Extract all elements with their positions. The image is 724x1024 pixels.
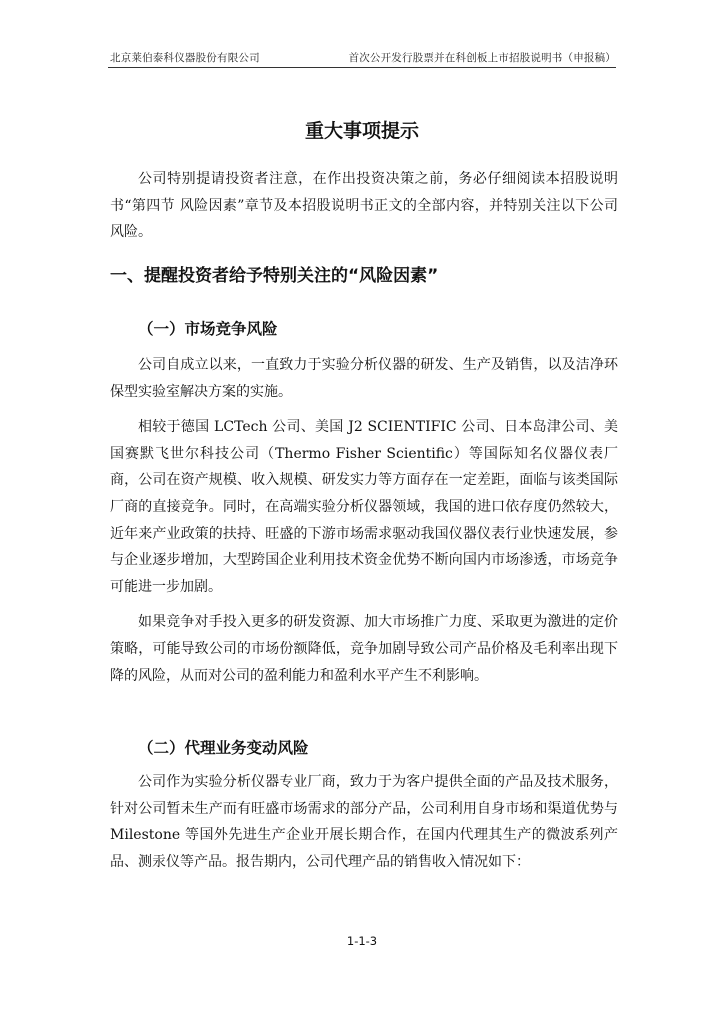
market-competition-paragraph-3: 如果竞争对手投入更多的研发资源、加大市场推广力度、采取更为激进的定价策略，可能导致公司的市场份额降低，竞争加剧导致公司产品价格及毛利率出现下降的风险，从而对公司的盈利能力和盈利水平产生不利影响。 <box>110 614 618 684</box>
intro-paragraph: 公司特别提请投资者注意，在作出投资决策之前，务必仔细阅读本招股说明书“第四节 风险因素”章节及本招股说明书正文的全部内容，并特别关注以下公司风险。 <box>110 171 618 241</box>
market-competition-paragraph-1: 公司自成立以来，一直致力于实验分析仪器的研发、生产及销售，以及洁净环保型实验室解决方案的实施。 <box>110 357 618 400</box>
page-number: 1-1-3 <box>346 934 378 948</box>
intro-block <box>110 166 618 246</box>
page-title: 重大事项提示 <box>304 120 419 142</box>
header-document-title: 首次公开发行股票并在科创板上市招股说明书（申报稿） <box>348 52 616 64</box>
header-divider <box>108 67 616 68</box>
section-heading-risk-factors: 一、提醒投资者给予特别关注的“风险因素” <box>110 266 439 286</box>
agency-business-block <box>110 769 618 875</box>
header-company-name: 北京莱伯泰科仪器股份有限公司 <box>110 52 260 64</box>
market-competition-paragraph-2: 相较于德国 LCTech 公司、美国 J2 SCIENTIFIC 公司、日本岛津公司、美国赛默飞世尔科技公司（Thermo Fisher Scientific）等国际知名仪器仪表厂商，公司在资产规模、收入规模、研发实力等方面存在一定差距，面临与该类国际厂商的直接竞争。同时，在高端实验分析仪器领域，我国的进口依存度仍然较大，近年来产业政策的扶持、旺盛的下游市场需求驱动我国仪器仪表行业快速发展，参与企业逐步增加，大型跨国企业利用技术资金优势不断向国内市场渗透，市场竞争可能进一步加剧。 <box>110 419 618 595</box>
market-competition-block <box>110 352 618 689</box>
subsection-heading-agency-business: （二）代理业务变动风险 <box>138 739 309 757</box>
agency-business-paragraph-1: 公司作为实验分析仪器专业厂商，致力于为客户提供全面的产品及技术服务，针对公司暂未生产而有旺盛市场需求的部分产品，公司利用自身市场和渠道优势与 Milestone 等国外先进生产企业开展长期合作，在国内代理其生产的微波系列产品、测汞仪等产品。报告期内，公司代理产品的销售收入情况如下： <box>110 774 618 870</box>
subsection-heading-market-competition: （一）市场竞争风险 <box>138 320 278 338</box>
